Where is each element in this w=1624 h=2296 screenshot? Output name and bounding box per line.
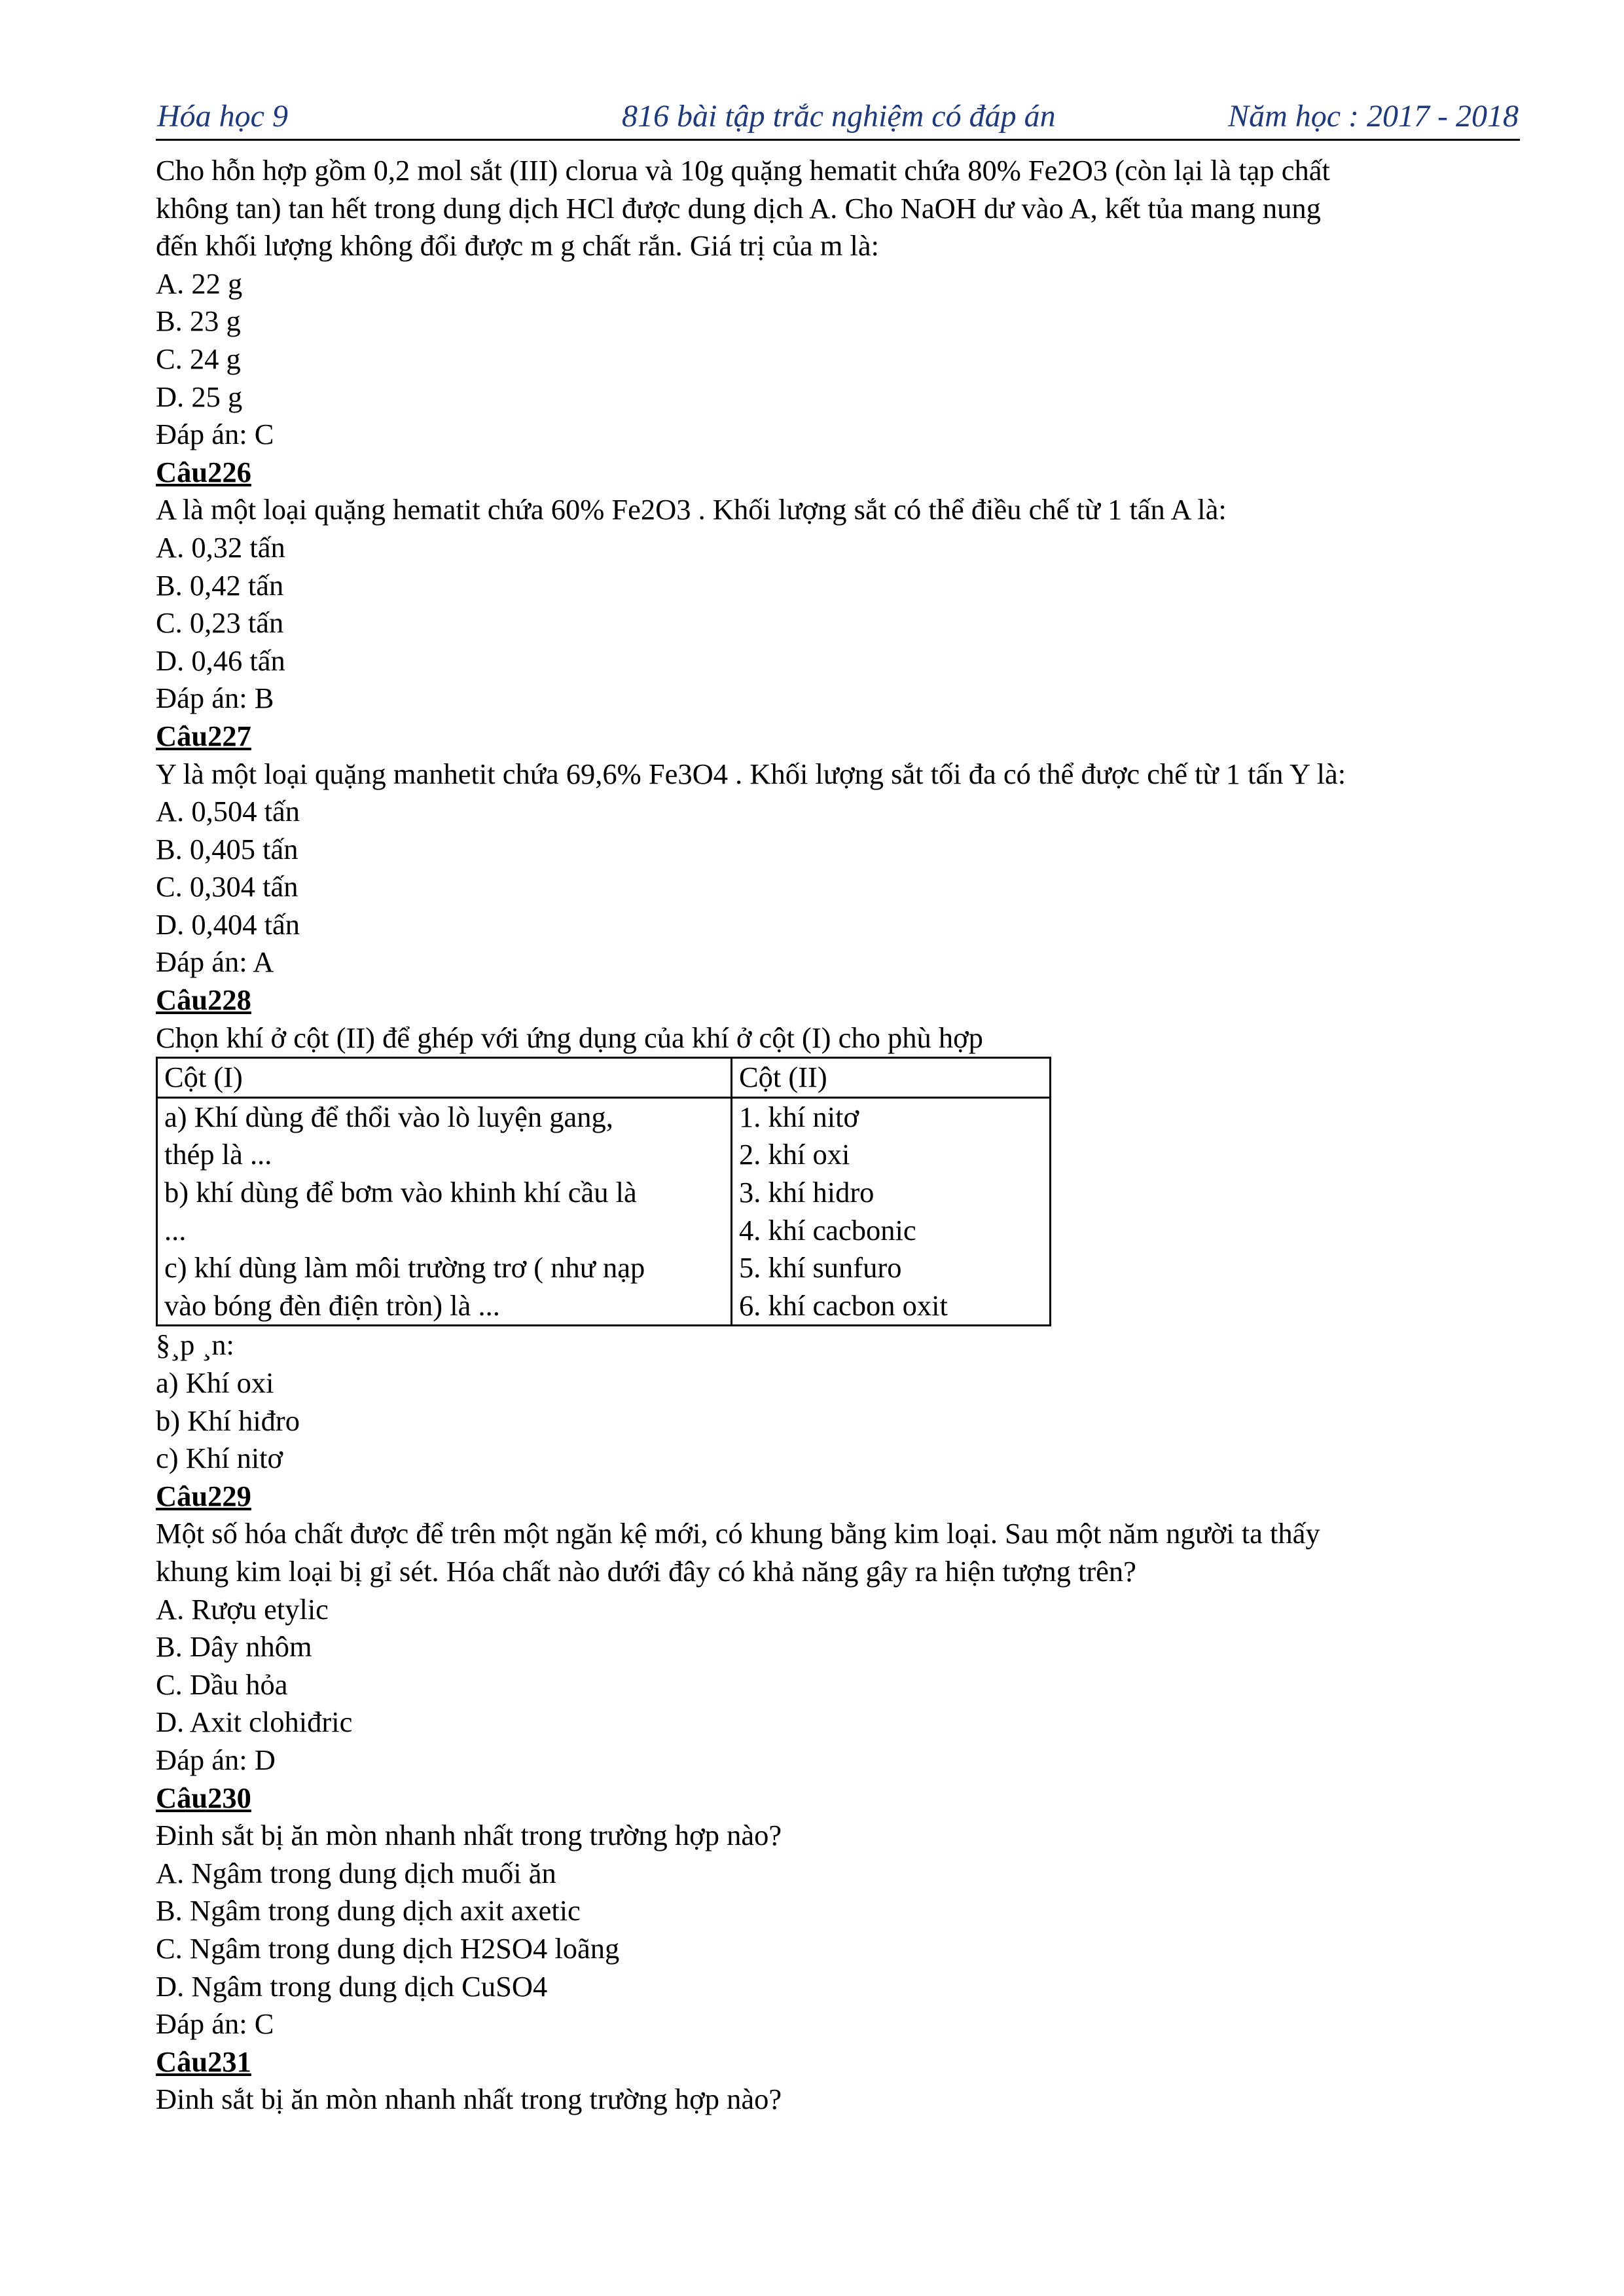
- header-school-year: Năm học : 2017 - 2018: [1228, 99, 1519, 134]
- answer: Đáp án: A: [156, 945, 274, 979]
- answer: Đáp án: D: [156, 1743, 276, 1776]
- page-header: [157, 92, 1519, 137]
- question-text: đến khối lượng không đổi được m g chất rắn. Giá trị của m là:: [156, 229, 879, 263]
- answer: a) Khí oxi: [156, 1366, 274, 1399]
- column-header: Cột (I): [157, 1058, 732, 1098]
- cell-line: 6. khí cacbon oxit: [739, 1288, 948, 1322]
- question-title: Câu230: [156, 1781, 251, 1814]
- question-229: [156, 1478, 1520, 1779]
- answer: b) Khí hiđro: [156, 1404, 300, 1437]
- question-text: Cho hỗn hợp gồm 0,2 mol sắt (III) clorua và 10g quặng hematit chứa 80% Fe2O3 (còn lại là tạp chất: [156, 154, 1330, 187]
- option: C. 24 g: [156, 342, 241, 375]
- table-cell: [157, 1097, 732, 1326]
- option: A. 0,504 tấn: [156, 795, 300, 828]
- question-text: Chọn khí ở cột (II) để ghép với ứng dụng của khí ở cột (I) cho phù hợp: [156, 1021, 983, 1054]
- option: A. 0,32 tấn: [156, 530, 285, 564]
- answer: Đáp án: C: [156, 2007, 274, 2041]
- answer: Đáp án: C: [156, 418, 274, 451]
- question-title: Câu231: [156, 2045, 251, 2078]
- cell-line: 3. khí hidro: [739, 1176, 875, 1209]
- question-228: [156, 981, 1520, 1478]
- option: B. 0,42 tấn: [156, 568, 284, 602]
- question-intro: [156, 152, 1520, 454]
- cell-line: b) khí dùng để bơm vào khinh khí cầu là: [164, 1176, 637, 1209]
- header-subject: Hóa học 9: [157, 99, 288, 134]
- option: C. 0,304 tấn: [156, 870, 298, 903]
- cell-line: a) Khí dùng để thổi vào lò luyện gang,: [164, 1100, 613, 1133]
- question-text: Y là một loại quặng manhetit chứa 69,6% Fe3O4 . Khối lượng sắt tối đa có thể được chế từ 1 tấn Y là:: [156, 757, 1346, 790]
- question-title: Câu229: [156, 1479, 251, 1512]
- answer: Đáp án: B: [156, 682, 274, 715]
- table-cell: [732, 1097, 1051, 1326]
- question-text: Một số hóa chất được để trên một ngăn kệ mới, có khung bằng kim loại. Sau một năm người ta thấy: [156, 1517, 1320, 1550]
- option: A. Ngâm trong dung dịch muối ăn: [156, 1856, 556, 1889]
- answer: c) Khí nitơ: [156, 1442, 283, 1475]
- option: D. Axit clohiđric: [156, 1705, 353, 1739]
- header-title: 816 bài tập trắc nghiệm có đáp án: [622, 99, 1056, 134]
- option: B. 23 g: [156, 304, 241, 338]
- question-227: [156, 718, 1520, 981]
- cell-line: ...: [164, 1213, 187, 1247]
- matching-table: [156, 1057, 1051, 1326]
- question-title: Câu227: [156, 719, 251, 752]
- cell-line: 2. khí oxi: [739, 1138, 850, 1171]
- option: C. Dầu hỏa: [156, 1667, 288, 1701]
- option: D. 25 g: [156, 380, 243, 413]
- option: A. Rượu etylic: [156, 1592, 329, 1626]
- cell-line: 1. khí nitơ: [739, 1100, 859, 1133]
- question-text: Đinh sắt bị ăn mòn nhanh nhất trong trường hợp nào?: [156, 2083, 782, 2116]
- cell-line: vào bóng đèn điện tròn) là ...: [164, 1288, 500, 1322]
- option: B. Dây nhôm: [156, 1630, 312, 1664]
- question-title: Câu226: [156, 455, 251, 488]
- option: B. Ngâm trong dung dịch axit axetic: [156, 1894, 581, 1927]
- question-231: [156, 2043, 1520, 2119]
- question-text: Đinh sắt bị ăn mòn nhanh nhất trong trường hợp nào?: [156, 1819, 782, 1852]
- question-title: Câu228: [156, 983, 251, 1017]
- cell-line: thép là ...: [164, 1138, 272, 1171]
- option: D. Ngâm trong dung dịch CuSO4: [156, 1969, 548, 2003]
- header-divider: [156, 139, 1520, 141]
- cell-line: 4. khí cacbonic: [739, 1213, 916, 1247]
- question-text: A là một loại quặng hematit chứa 60% Fe2O3 . Khối lượng sắt có thể điều chế từ 1 tấn A là:: [156, 493, 1227, 526]
- question-text: khung kim loại bị gỉ sét. Hóa chất nào dưới đây có khả năng gây ra hiện tượng trên?: [156, 1554, 1136, 1588]
- option: B. 0,405 tấn: [156, 832, 298, 866]
- cell-line: c) khí dùng làm môi trường trơ ( như nạp: [164, 1251, 645, 1285]
- option: C. Ngâm trong dung dịch H2SO4 loãng: [156, 1931, 620, 1965]
- table-row: [157, 1097, 1051, 1326]
- document-body: [156, 152, 1520, 2119]
- column-header: Cột (II): [732, 1058, 1051, 1098]
- question-226: [156, 454, 1520, 718]
- question-230: [156, 1779, 1520, 2043]
- table-header-row: [157, 1058, 1051, 1098]
- question-text: không tan) tan hết trong dung dịch HCl được dung dịch A. Cho NaOH dư vào A, kết tủa mang nung: [156, 191, 1321, 225]
- option: D. 0,46 tấn: [156, 644, 285, 677]
- option: A. 22 g: [156, 266, 243, 300]
- answer-label: §¸p ¸n:: [156, 1328, 234, 1362]
- option: C. 0,23 tấn: [156, 606, 284, 640]
- cell-line: 5. khí sunfuro: [739, 1251, 902, 1285]
- option: D. 0,404 tấn: [156, 907, 300, 941]
